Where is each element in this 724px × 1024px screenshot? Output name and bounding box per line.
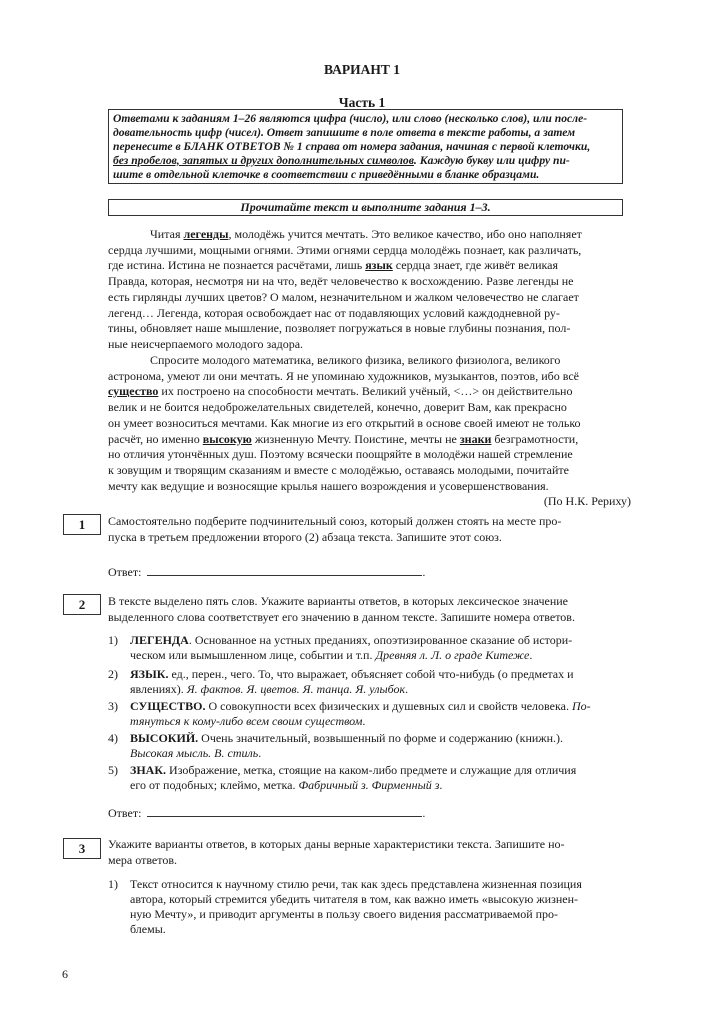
text-line: но отличия утончённых душ. Поэтому всячески поощряйте в молодёжи нашей стремление xyxy=(108,447,573,462)
task-1-question xyxy=(108,514,631,545)
text: его от подобных; клеймо, метка. xyxy=(130,778,299,792)
text-line: есть гирлянды лучших цветов? О малом, незначительном и жалком человечество не слагает xyxy=(108,289,579,304)
text-line: велик и не боится недоброжелательных свидетелей, конечно, доверит Вам, как прекрасно xyxy=(108,400,567,415)
text-line: Спросите молодого математика, великого физика, великого физиолога, великого xyxy=(150,353,561,367)
instruction-line: перенесите в БЛАНК ОТВЕТОВ № 1 справа от номера задания, начиная с первой клеточки, xyxy=(113,140,591,153)
highlighted-word: легенды xyxy=(183,227,229,241)
highlighted-word: высокую xyxy=(202,431,252,446)
text: явлениях). xyxy=(130,682,187,696)
text: . xyxy=(439,778,443,792)
option-body xyxy=(130,763,630,793)
question-line: мера ответов. xyxy=(108,852,178,867)
option-line xyxy=(130,778,630,793)
text: . xyxy=(258,746,262,760)
text: ческом или вымышленном лице, событии и т.п. xyxy=(130,648,376,662)
text: ед., перен., чего. То, что выражает, объясняет собой что-нибудь (о предметах и xyxy=(168,667,574,681)
option-number: 3) xyxy=(108,699,118,713)
option-example: Фабричный з. Фирменный з xyxy=(298,778,440,792)
option-example: Древняя л. Л. о граде Китеже xyxy=(375,648,530,662)
text-line: тины, обновляет наше мышление, позволяет погружаться в новые глубины познания, пол- xyxy=(108,321,571,336)
text-line: ные неисчерпаемого молодого задора. xyxy=(108,336,304,351)
task-number-box: 2 xyxy=(63,594,101,615)
text: . xyxy=(529,648,533,662)
option-item xyxy=(108,731,631,763)
text: Очень значительный, возвышенный по форме и содержанию (книжн.). xyxy=(198,731,564,745)
answer-label: Ответ: xyxy=(108,806,142,820)
question-line: пуска в третьем предложении второго (2) абзаца текста. Запишите этот союз. xyxy=(108,529,502,544)
text-line xyxy=(108,432,631,448)
option-item xyxy=(108,699,631,731)
option-line: автора, который стремится убедить читателя в том, как важно иметь «высокую жизнен- xyxy=(130,892,579,906)
task-number-box: 3 xyxy=(63,838,101,859)
option-body xyxy=(130,699,630,729)
text: . xyxy=(362,714,366,728)
option-number: 5) xyxy=(108,763,118,777)
answer-label: Ответ: xyxy=(108,565,142,579)
text: жизненную Мечту. Поистине, мечты не xyxy=(251,431,460,446)
option-item xyxy=(108,763,631,795)
text: их построено на способности мечтать. Великий учёный, <…> он действительно xyxy=(158,384,573,399)
question-line: В тексте выделено пять слов. Укажите варианты ответов, в которых лексическое значение xyxy=(108,594,568,608)
task-number-box: 1 xyxy=(63,514,101,535)
task-2-answer[interactable] xyxy=(108,806,425,821)
text-line: к зовущим и творящим сказаниям и вместе с молодёжью, оставаясь молодыми, почитайте xyxy=(108,462,569,477)
highlighted-word: язык xyxy=(365,258,393,273)
text: . xyxy=(405,682,409,696)
option-item xyxy=(108,877,631,941)
text-line: сердца лучшими, мощными огнями. Этими огнями сердца молодёжь познает, как различать, xyxy=(108,242,582,257)
option-line xyxy=(130,633,630,648)
option-headword: ВЫСОКИЙ. xyxy=(130,731,199,745)
answer-end: . xyxy=(422,565,426,579)
option-body xyxy=(130,731,630,761)
answer-line[interactable] xyxy=(147,565,422,576)
option-body xyxy=(130,633,630,663)
option-line xyxy=(130,667,630,682)
instruction-line: шите в отдельной клеточке в соответствии с приведёнными в бланке образцами. xyxy=(113,168,540,181)
text: безграмотности, xyxy=(491,431,579,446)
question-line: Укажите варианты ответов, в которых даны верные характеристики текста. Запишите но- xyxy=(108,837,565,851)
text: Изображение, метка, стоящие на каком-либо предмете и служащие для отличия xyxy=(166,763,577,777)
option-line xyxy=(130,731,630,746)
option-headword: ЛЕГЕНДА xyxy=(130,633,189,647)
text-line: мечту как ведущие и возносящие крылья нашего возрождения и усовершенствования. xyxy=(108,478,549,493)
page-number: 6 xyxy=(62,967,68,981)
option-item xyxy=(108,667,631,699)
task-2-question xyxy=(108,594,631,625)
option-line: блемы. xyxy=(130,922,166,936)
option-line xyxy=(130,746,630,761)
option-body xyxy=(130,877,630,937)
option-line: ную Мечту», и приводит аргументы в пользу своего видения рассматриваемой про- xyxy=(130,907,559,921)
instruction-box xyxy=(108,109,623,184)
question-line: Самостоятельно подберите подчинительный союз, который должен стоять на месте про- xyxy=(108,514,562,528)
option-headword: СУЩЕСТВО. xyxy=(130,699,206,713)
text: О совокупности всех физических и душевных сил и свойств человека. xyxy=(205,699,572,713)
option-example: Высокая мысль. В. стиль xyxy=(130,746,259,760)
instruction-line: довательность цифр (чисел). Ответ запишите в поле ответа в тексте работы, а затем xyxy=(113,126,576,139)
text-line: он умеет возноситься мечтами. Как многие из его открытий в основе своей имеют не только xyxy=(108,415,581,430)
text: , молодёжь учится мечтать. Это великое качество, ибо оно наполняет xyxy=(228,227,582,241)
text-line xyxy=(108,258,631,274)
part-title: Часть 1 xyxy=(338,95,386,110)
instruction-text: . Каждую букву или цифру пи- xyxy=(413,154,570,167)
option-line xyxy=(130,699,630,714)
text: Читая xyxy=(150,227,184,241)
highlighted-word: знаки xyxy=(459,431,492,446)
option-number: 4) xyxy=(108,731,118,745)
task-1-answer[interactable] xyxy=(108,565,425,580)
option-line xyxy=(130,714,630,729)
text: где истина. Истина не познается расчётами, лишь xyxy=(108,258,366,273)
option-number: 1) xyxy=(108,633,118,647)
option-body xyxy=(130,667,630,697)
question-line: выделенного слова соответствует его значению в данном тексте. Запишите номера ответов. xyxy=(108,609,575,624)
instruction-line: Ответами к заданиям 1–26 являются цифра (число), или слово (несколько слов), или после- xyxy=(113,112,588,125)
option-example: тянуться к кому-либо всем своим существом xyxy=(130,714,363,728)
option-headword: ЯЗЫК. xyxy=(130,667,169,681)
option-line xyxy=(130,682,630,697)
option-number: 1) xyxy=(108,877,118,891)
option-number: 2) xyxy=(108,667,118,681)
option-example: Я. фактов. Я. цветов. Я. танца. Я. улыбок xyxy=(186,682,406,696)
highlighted-word: существо xyxy=(108,384,159,399)
text: сердца знает, где живёт великая xyxy=(392,258,558,273)
text-line: легенд… Легенда, которая освобождает нас от подавляющих условий каждодневной ру- xyxy=(108,305,560,320)
option-line: Текст относится к научному стилю речи, так как здесь представлена жизненная позиция xyxy=(130,877,582,891)
text: . Основанное на устных преданиях, опоэтизированное сказание об истори- xyxy=(188,633,573,647)
text-paragraph-2 xyxy=(108,353,631,494)
option-headword: ЗНАК. xyxy=(130,763,167,777)
text-line xyxy=(108,227,631,243)
instruction-underlined: без пробелов, запятых и других дополнительных символов xyxy=(113,154,414,167)
read-task-box: Прочитайте текст и выполните задания 1–3. xyxy=(108,199,623,216)
option-item xyxy=(108,633,631,665)
answer-line[interactable] xyxy=(147,806,422,817)
option-line xyxy=(130,648,630,663)
task-3-question xyxy=(108,837,631,868)
author-attribution: (По Н.К. Рериху) xyxy=(543,494,631,508)
answer-end: . xyxy=(422,806,426,820)
option-line xyxy=(130,763,630,778)
text-paragraph-1 xyxy=(108,227,631,353)
text-line xyxy=(108,384,631,400)
text-line: Правда, которая, несмотря ни на что, ведёт человечество к восхождению. Разве легенды не xyxy=(108,274,574,289)
text-line: астронома, умеют ли они мечтать. Я не упоминаю художников, музыкантов, поэтов, ибо всё xyxy=(108,368,579,383)
instruction-line xyxy=(113,154,618,168)
variant-title: ВАРИАНТ 1 xyxy=(323,62,401,77)
text: расчёт, но именно xyxy=(108,431,203,446)
option-example: По- xyxy=(571,699,591,713)
